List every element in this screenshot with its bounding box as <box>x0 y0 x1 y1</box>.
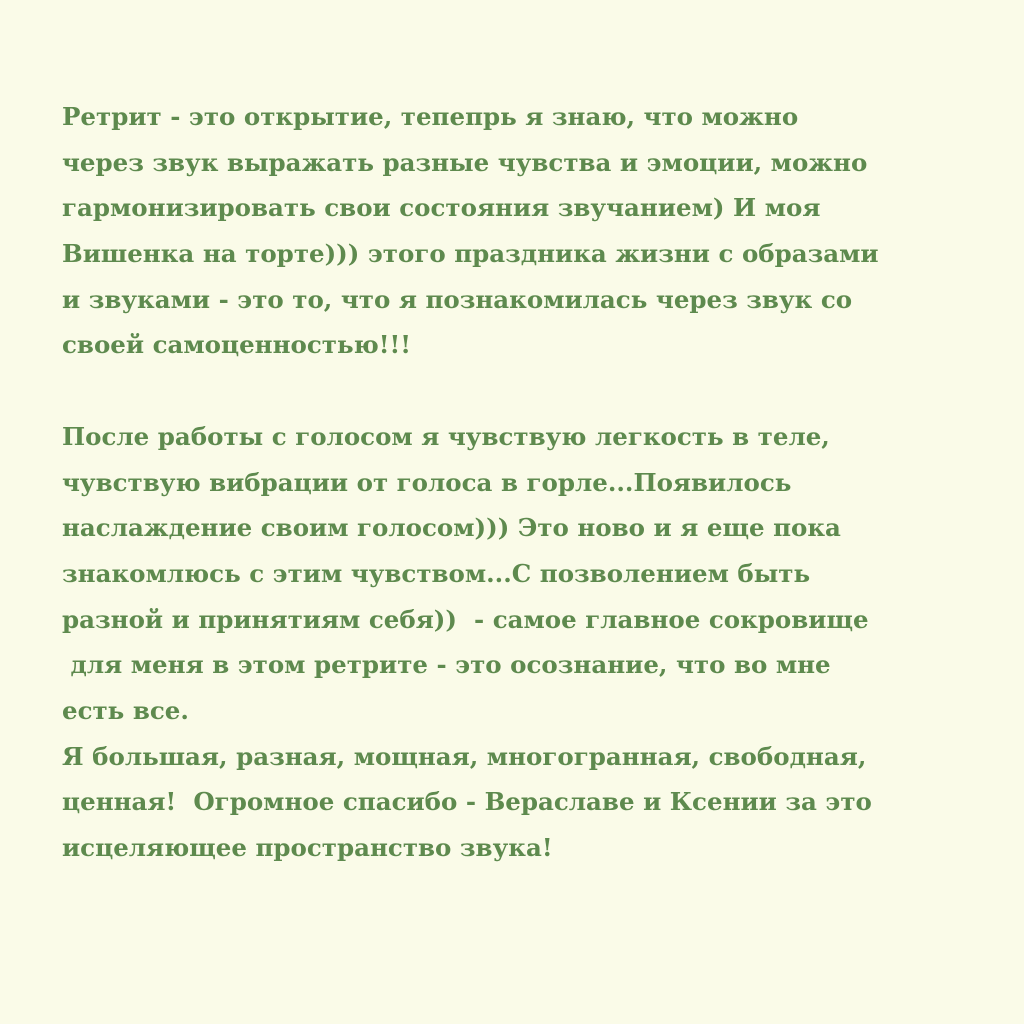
text-line: разной и принятиям себя)) - самое главное сокровище <box>62 604 869 634</box>
text-line: для меня в этом ретрите - это осознание, что во мне <box>62 650 831 680</box>
text-line: Я большая, разная, мощная, многогранная, свободная, <box>62 741 867 771</box>
paragraph-3 <box>62 734 1002 871</box>
text-line: ценная! Огромное спасибо - Вераславе и Ксении за это <box>62 787 872 817</box>
text-line: есть все. <box>62 695 189 725</box>
text-line: гармонизировать свои состояния звучанием) И моя <box>62 193 821 223</box>
testimonial-text <box>62 94 1002 871</box>
text-line: и звуками - это то, что я познакомилась через звук со <box>62 284 853 314</box>
text-line: знакомлюсь с этим чувством...С позволением быть <box>62 558 811 588</box>
text-line: наслаждение своим голосом))) Это ново и я еще пока <box>62 513 841 543</box>
text-line: исцеляющее пространство звука! <box>62 833 553 862</box>
paragraph-spacer <box>62 368 1002 414</box>
text-line: После работы с голосом я чувствую легкость в теле, <box>62 421 830 451</box>
paragraph-2 <box>62 414 1002 734</box>
paragraph-1 <box>62 94 1002 368</box>
text-line: через звук выражать разные чувства и эмоции, можно <box>62 147 868 177</box>
text-line: чувствую вибрации от голоса в горле...Появилось <box>62 467 792 497</box>
text-line: своей самоценностью!!! <box>62 330 411 360</box>
text-line: Вишенка на торте))) этого праздника жизни с образами <box>62 239 879 269</box>
text-line: Ретрит - это открытие, тепепрь я знаю, что можно <box>62 102 799 131</box>
